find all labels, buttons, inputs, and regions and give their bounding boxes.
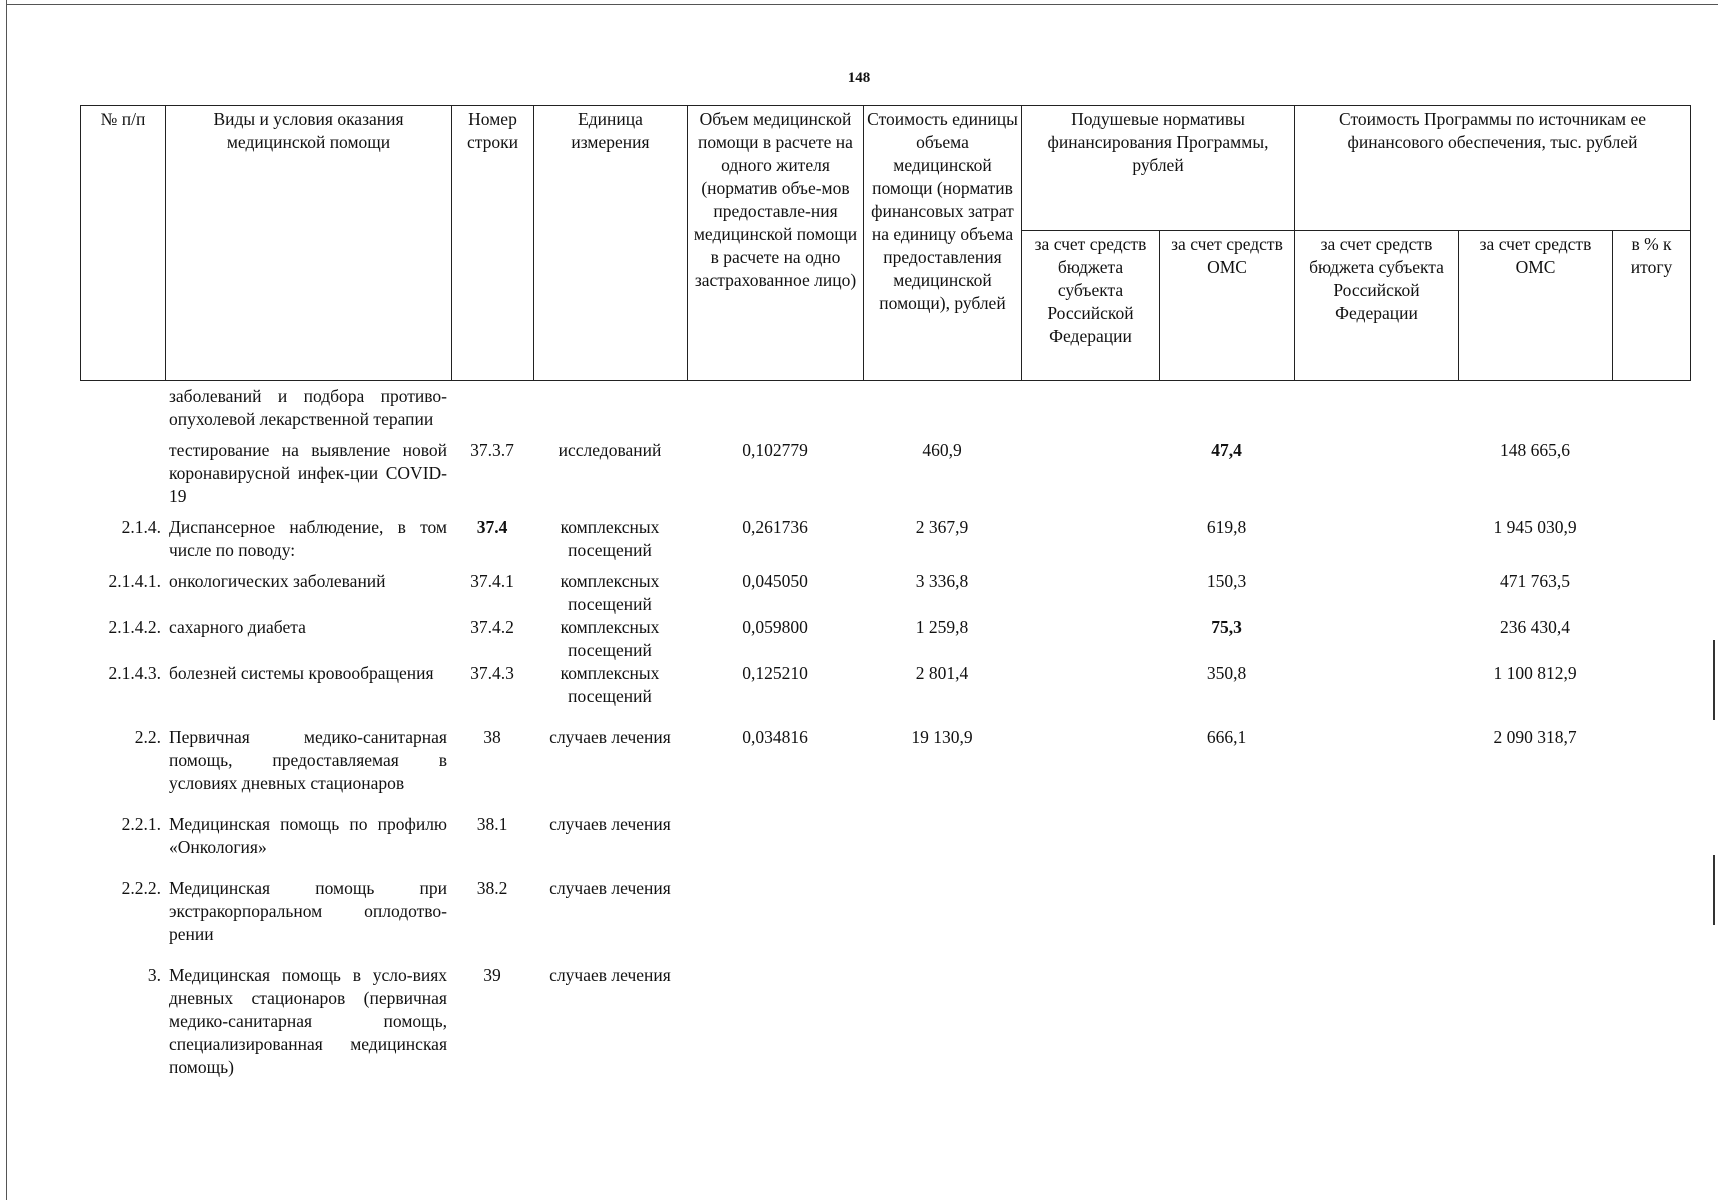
row-cost-oms	[1458, 877, 1612, 964]
row-line: 38.2	[476, 878, 508, 898]
header-sub-cost-budget: за счет средств бюджета субъекта Российской Федерации	[1295, 231, 1459, 381]
table-row	[80, 570, 1690, 616]
row-name: Медицинская помощь в усло-виях дневных стационаров (первичная медико-санитарная помощь, специализированная медицинская помощь)	[169, 965, 447, 1077]
row-cost: 460,9	[922, 440, 962, 460]
row-oms: 350,8	[1206, 663, 1247, 683]
row-budget	[1021, 813, 1159, 877]
row-line: 37.4	[476, 517, 508, 537]
row-oms	[1159, 877, 1294, 964]
row-budget	[1021, 570, 1159, 616]
row-line	[451, 385, 533, 439]
row-name: Медицинская помощь по профилю «Онкология»	[169, 814, 447, 857]
row-cost-oms: 2 090 318,7	[1493, 727, 1577, 747]
row-num: 2.1.4.3.	[108, 663, 161, 683]
row-unit: исследований	[558, 440, 662, 460]
row-cost-oms: 471 763,5	[1500, 571, 1570, 591]
row-percent	[1612, 813, 1690, 877]
row-num: 2.1.4.1.	[108, 571, 161, 591]
table-row	[80, 726, 1690, 813]
row-unit: комплексных посещений	[560, 663, 660, 706]
header-sub-budget: за счет средств бюджета субъекта Российской Федерации	[1022, 231, 1160, 381]
row-name: Первичная медико-санитарная помощь, предоставляемая в условиях дневных стационаров	[169, 727, 447, 793]
table-row	[80, 439, 1690, 516]
row-cost-budget	[1294, 385, 1458, 439]
row-cost-oms: 1 100 812,9	[1493, 663, 1577, 683]
row-line: 38.1	[476, 814, 508, 834]
table-row	[80, 813, 1690, 877]
header-num: № п/п	[81, 106, 166, 381]
row-oms	[1159, 964, 1294, 1079]
row-cost-oms: 1 945 030,9	[1493, 517, 1577, 537]
row-name: болезней системы кровообращения	[169, 663, 434, 683]
page-edge-left	[6, 0, 7, 1200]
row-budget	[1021, 385, 1159, 439]
row-percent	[1612, 385, 1690, 439]
row-oms	[1159, 385, 1294, 439]
row-oms: 150,3	[1206, 571, 1247, 591]
table-row	[80, 516, 1690, 570]
row-cost-budget	[1294, 439, 1458, 516]
row-oms: 47,4	[1211, 440, 1242, 460]
scan-edge-mark	[1713, 640, 1715, 720]
row-cost-budget	[1294, 570, 1458, 616]
row-percent	[1612, 877, 1690, 964]
row-unit	[533, 385, 687, 439]
row-oms	[1159, 813, 1294, 877]
row-cost-oms: 148 665,6	[1500, 440, 1570, 460]
row-name: сахарного диабета	[169, 617, 306, 637]
row-percent	[1612, 516, 1690, 570]
row-cost	[863, 813, 1021, 877]
row-budget	[1021, 726, 1159, 813]
row-volume	[687, 813, 863, 877]
table-row	[80, 385, 1690, 439]
row-cost: 3 336,8	[915, 571, 969, 591]
row-name: онкологических заболеваний	[169, 571, 386, 591]
row-num	[80, 385, 165, 439]
row-cost	[863, 385, 1021, 439]
row-budget	[1021, 662, 1159, 726]
row-line: 38	[483, 727, 501, 747]
row-line: 37.4.3	[470, 663, 514, 683]
row-name: Диспансерное наблюдение, в том числе по поводу:	[169, 517, 447, 560]
row-percent	[1612, 616, 1690, 662]
row-volume: 0,102779	[742, 440, 808, 460]
row-volume	[687, 385, 863, 439]
row-cost	[863, 877, 1021, 964]
row-cost-oms	[1458, 385, 1612, 439]
header-sub-percent: в % к итогу	[1613, 231, 1691, 381]
row-line: 39	[483, 965, 501, 985]
row-oms: 666,1	[1206, 727, 1247, 747]
scan-edge-mark	[1713, 855, 1715, 925]
row-percent	[1612, 964, 1690, 1079]
row-unit: комплексных посещений	[560, 571, 660, 614]
row-budget	[1021, 964, 1159, 1079]
row-volume: 0,125210	[742, 663, 808, 683]
row-volume	[687, 964, 863, 1079]
row-num: 2.2.2.	[121, 878, 161, 898]
row-name: тестирование на выявление новой коронавирусной инфек-ции COVID-19	[169, 440, 447, 506]
row-num: 3.	[147, 965, 161, 985]
row-volume: 0,034816	[742, 727, 808, 747]
header-sub-cost-oms: за счет средств ОМС	[1459, 231, 1613, 381]
header-unit: Единица измерения	[534, 106, 688, 381]
row-cost-oms	[1458, 964, 1612, 1079]
row-line: 37.3.7	[470, 440, 514, 460]
row-unit: случаев лечения	[549, 965, 671, 985]
row-name: Медицинская помощь при экстракорпоральном оплодотво-рении	[169, 878, 447, 944]
table-row	[80, 964, 1690, 1079]
row-percent	[1612, 439, 1690, 516]
row-cost: 2 801,4	[915, 663, 969, 683]
row-percent	[1612, 570, 1690, 616]
table-row	[80, 662, 1690, 726]
row-volume	[687, 877, 863, 964]
row-percent	[1612, 726, 1690, 813]
row-unit: случаев лечения	[549, 814, 671, 834]
row-line: 37.4.1	[470, 571, 514, 591]
page-edge-top	[6, 4, 1718, 5]
row-cost-budget	[1294, 516, 1458, 570]
header-line: Номер строки	[452, 106, 534, 381]
page-number: 148	[847, 70, 871, 86]
row-oms: 75,3	[1211, 617, 1242, 637]
row-unit: случаев лечения	[549, 727, 671, 747]
row-num	[80, 439, 165, 516]
row-cost-budget	[1294, 726, 1458, 813]
row-num: 2.1.4.	[121, 517, 161, 537]
header-volume: Объем медицинской помощи в расчете на одного жителя (норматив объе-мов предоставле-ния медицинской помощи в расчете на одно застрахованное лицо)	[688, 106, 864, 381]
row-cost-budget	[1294, 616, 1458, 662]
header-sub-oms: за счет средств ОМС	[1160, 231, 1295, 381]
row-cost-budget	[1294, 877, 1458, 964]
row-volume: 0,261736	[742, 517, 808, 537]
row-num: 2.2.	[134, 727, 161, 747]
row-num: 2.1.4.2.	[108, 617, 161, 637]
header-group-program-cost: Стоимость Программы по источникам ее финансового обеспечения, тыс. рублей	[1295, 106, 1691, 231]
row-volume: 0,045050	[742, 571, 808, 591]
row-budget	[1021, 616, 1159, 662]
row-cost: 1 259,8	[915, 617, 969, 637]
table-row	[80, 616, 1690, 662]
row-budget	[1021, 439, 1159, 516]
row-cost	[863, 964, 1021, 1079]
row-cost-budget	[1294, 662, 1458, 726]
row-cost-oms	[1458, 813, 1612, 877]
header-type: Виды и условия оказания медицинской помощи	[166, 106, 452, 381]
row-num: 2.2.1.	[121, 814, 161, 834]
row-unit: комплексных посещений	[560, 517, 660, 560]
header-cost: Стоимость единицы объема медицинской помощи (норматив финансовых затрат на единицу объема предоставления медицинской помощи), рублей	[864, 106, 1022, 381]
row-volume: 0,059800	[742, 617, 808, 637]
row-cost-budget	[1294, 964, 1458, 1079]
row-unit: случаев лечения	[549, 878, 671, 898]
table-header	[80, 105, 1691, 381]
table-body	[80, 385, 1690, 1079]
row-line: 37.4.2	[470, 617, 514, 637]
row-budget	[1021, 516, 1159, 570]
row-name: заболеваний и подбора противо-опухолевой лекарственной терапии	[169, 386, 447, 429]
row-percent	[1612, 662, 1690, 726]
row-oms: 619,8	[1206, 517, 1247, 537]
row-cost-oms: 236 430,4	[1500, 617, 1570, 637]
table-row	[80, 877, 1690, 964]
row-cost: 2 367,9	[915, 517, 969, 537]
row-unit: комплексных посещений	[560, 617, 660, 660]
header-group-per-capita: Подушевые нормативы финансирования Программы, рублей	[1022, 106, 1295, 231]
row-budget	[1021, 877, 1159, 964]
row-cost-budget	[1294, 813, 1458, 877]
row-cost: 19 130,9	[911, 727, 973, 747]
